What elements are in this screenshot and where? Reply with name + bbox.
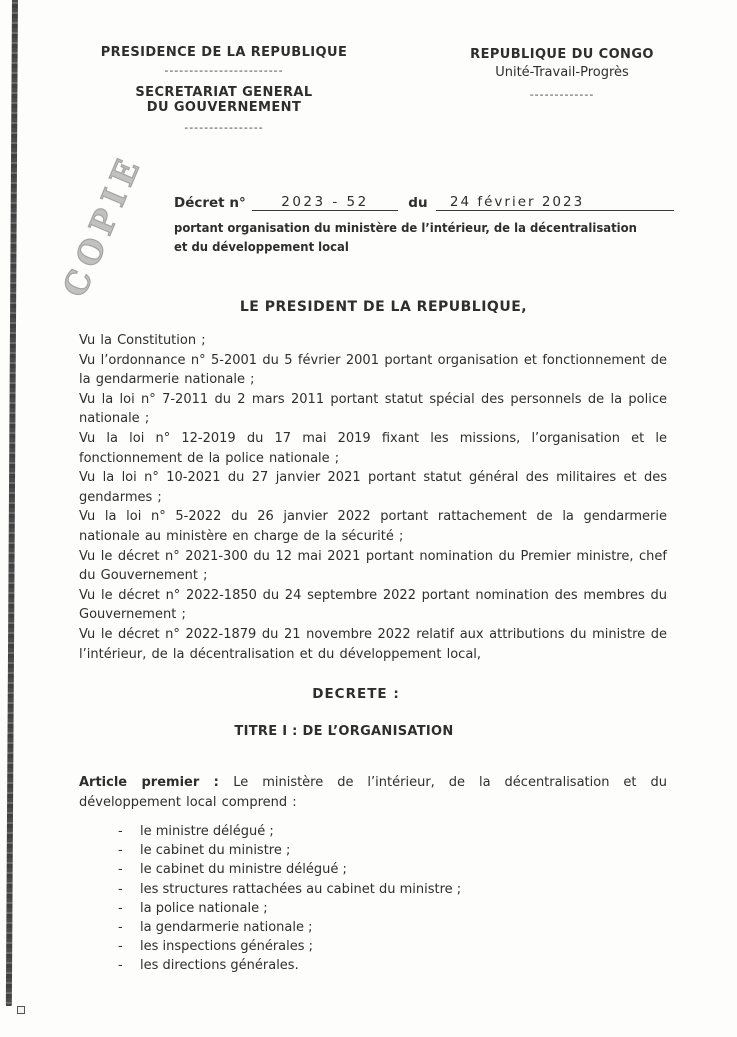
header-right [442, 48, 682, 100]
presidency-title: PRESIDENCE DE LA REPUBLIQUE [100, 45, 348, 60]
visa-paragraph: Vu la loi n° 12-2019 du 17 mai 2019 fixant les missions, l’organisation et le fonctionnement de la police nationale ; [79, 430, 667, 466]
list-item [118, 822, 618, 841]
list-dash: - [118, 939, 123, 955]
article-label: Article premier [79, 775, 200, 790]
visa-paragraph: Vu l’ordonnance n° 5-2001 du 5 février 2001 portant organisation et fonctionnement de la gendarmerie nationale ; [79, 352, 667, 388]
decrete-heading: DECRETE : [312, 686, 400, 702]
list-dash: - [118, 824, 123, 839]
visa-paragraph: Vu la loi n° 5-2022 du 26 janvier 2022 portant rattachement de la gendarmerie nationale au ministère en charge de la sécurité ; [79, 509, 667, 544]
decree-date: 24 février 2023 [436, 194, 674, 211]
national-motto: Unité-Travail-Progrès [495, 64, 629, 80]
list-dash: - [118, 958, 123, 974]
header-left-divider-1: ------------------------ [164, 63, 284, 77]
list-item [118, 880, 618, 899]
scan-edge-artifact-foot [17, 1006, 25, 1014]
ministry-structure-list [118, 822, 618, 976]
list-item [118, 956, 618, 975]
decree-number-row [174, 194, 674, 211]
list-dash: - [118, 900, 123, 916]
list-item-text: les structures rattachées au cabinet du ministre ; [140, 881, 462, 897]
list-dash: - [118, 843, 123, 859]
list-item-text: les inspections générales ; [140, 939, 314, 955]
decree-label: Décret n° [174, 195, 246, 211]
list-item-text: la gendarmerie nationale ; [140, 920, 313, 936]
visa-paragraph: Vu la loi n° 7-2011 du 2 mars 2011 portant statut spécial des personnels de la police nationale ; [79, 391, 667, 427]
list-item-text: le ministre délégué ; [140, 824, 274, 839]
title-i-heading: TITRE I : DE L’ORGANISATION [234, 724, 454, 739]
visa-paragraph: Vu la Constitution ; [79, 333, 206, 348]
visa-paragraph: Vu la loi n° 10-2021 du 27 janvier 2021 portant statut général des militaires et des gendarmes ; [79, 470, 667, 505]
secretariat-line-1: SECRETARIAT GENERAL [135, 84, 313, 100]
list-item [118, 918, 618, 937]
article-text: Le ministère de l’intérieur, de la décentralisation et du développement local comprend : [79, 775, 667, 810]
list-item-text: la police nationale ; [140, 900, 268, 916]
republic-title: REPUBLIQUE DU CONGO [470, 47, 654, 62]
visa-clauses [79, 331, 667, 664]
decree-subject-line-1: portant organisation du ministère de l’intérieur, de la décentralisation [174, 220, 637, 235]
visa-paragraph: Vu le décret n° 2022-1879 du 21 novembre 2022 relatif aux attributions du ministre de l’intérieur, de la décentralisation et du développement local, [79, 626, 667, 662]
visa-paragraph: Vu le décret n° 2022-1850 du 24 septembre 2022 portant nomination des membres du Gouvernement ; [79, 587, 667, 623]
list-dash: - [118, 920, 123, 936]
list-dash: - [118, 881, 123, 897]
article-premier-paragraph [79, 773, 667, 812]
copie-stamp: COPIE [55, 147, 150, 303]
decree-number: 2023 - 52 [252, 194, 398, 211]
article-separator: : [199, 775, 234, 790]
list-item [118, 860, 618, 879]
salutation-heading: LE PRESIDENT DE LA REPUBLIQUE, [239, 299, 528, 315]
secretariat-line-2: DU GOUVERNEMENT [146, 99, 302, 115]
list-item [118, 937, 618, 956]
scan-edge-artifact [6, 0, 18, 1006]
visa-paragraph: Vu le décret n° 2021-300 du 12 mai 2021 portant nomination du Premier ministre, chef du Gouvernement ; [79, 548, 667, 584]
list-item [118, 899, 618, 918]
header-right-divider: ------------- [529, 87, 595, 101]
decree-subject-line-2: et du développement local [174, 239, 349, 254]
list-item [118, 841, 618, 860]
header-left-divider-2: ---------------- [184, 120, 264, 134]
list-item-text: les directions générales. [140, 958, 299, 974]
decree-du-label: du [408, 195, 428, 211]
header-left [88, 46, 360, 133]
list-item-text: le cabinet du ministre délégué ; [140, 862, 347, 878]
list-item-text: le cabinet du ministre ; [140, 843, 291, 859]
decree-heading-block [174, 194, 674, 254]
list-dash: - [118, 862, 123, 878]
